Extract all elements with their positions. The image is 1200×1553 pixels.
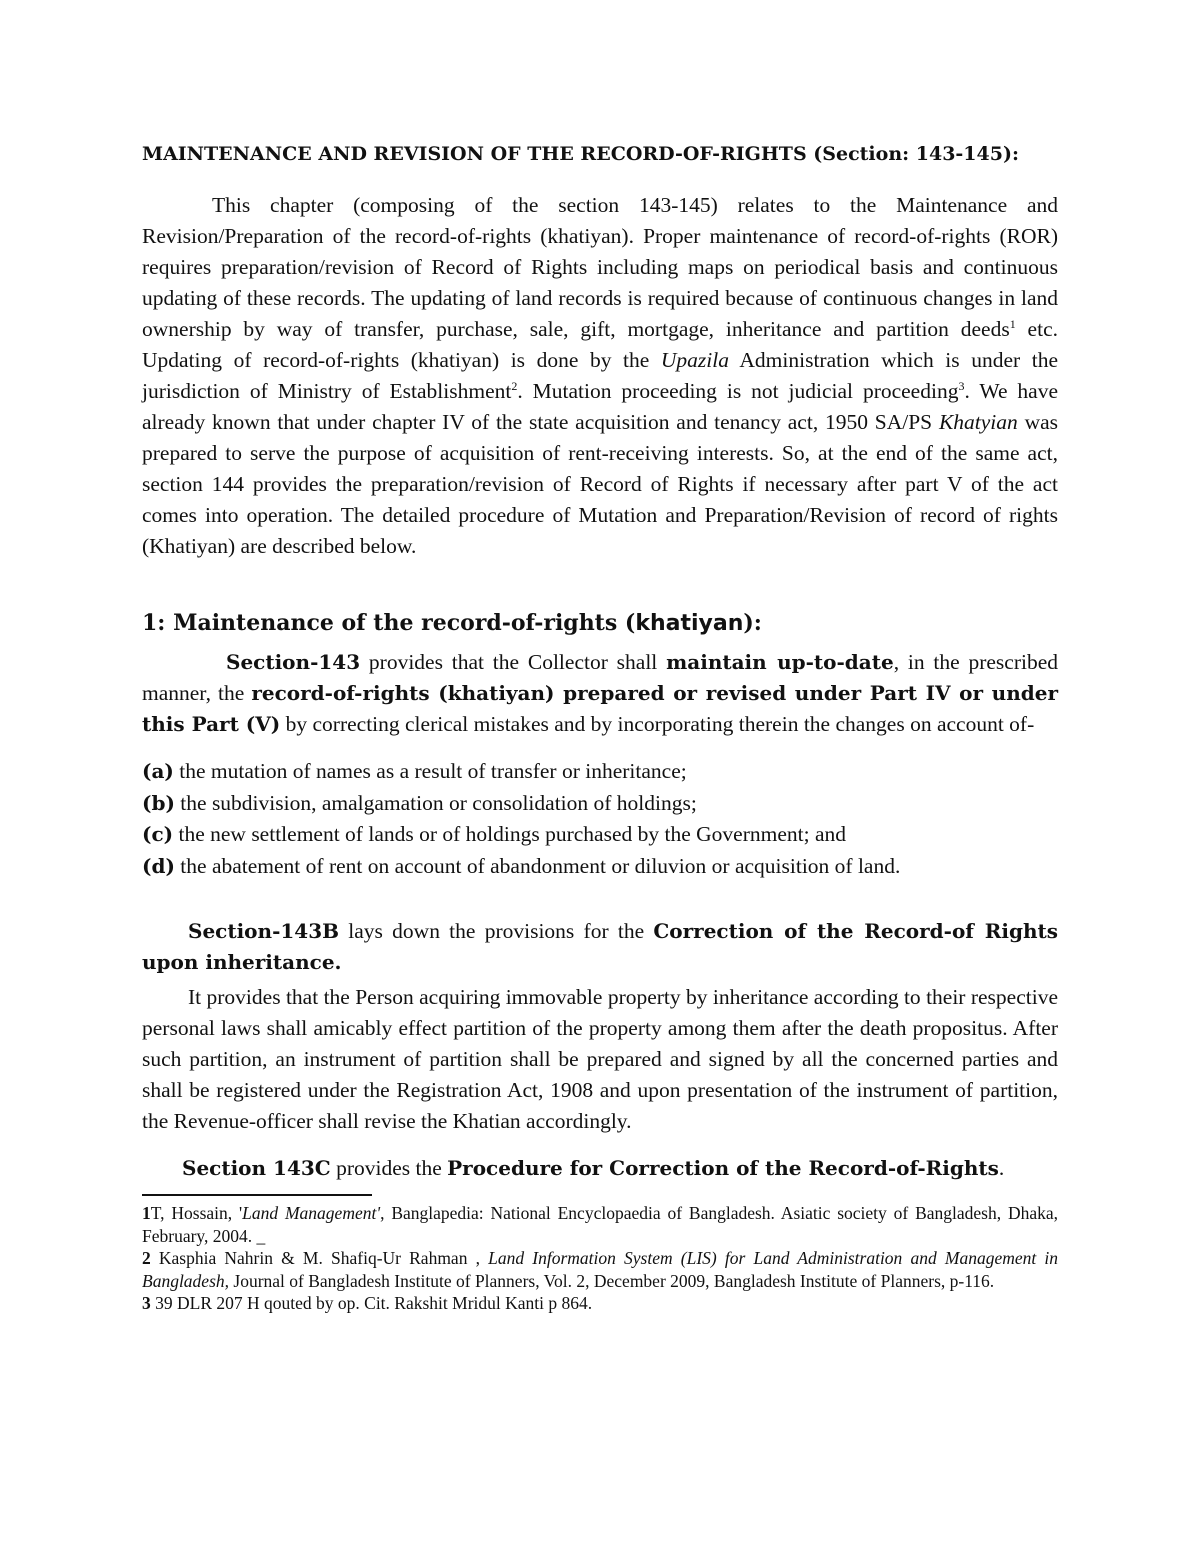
- intro-text-3: Administration which is under the jurisdiction of Ministry of Establishment: [142, 348, 1058, 403]
- list-text: the subdivision, amalgamation or consolidation of holdings;: [174, 790, 697, 815]
- list-item: [142, 756, 1058, 788]
- section-143-text-1: provides that the Collector shall: [360, 650, 667, 674]
- heading-suffix: ):: [743, 610, 762, 636]
- list-item: [142, 819, 1058, 851]
- section-143b-label: Section-143: [188, 919, 323, 943]
- page-content: [142, 140, 1058, 1315]
- section-143b-bold-1: Correction of the Record-of Rights upon inheritance.: [142, 919, 1058, 974]
- footnote-ref-3[interactable]: 3: [958, 378, 965, 393]
- khatyian-term: Khatyian: [938, 410, 1018, 434]
- section-143c-paragraph: [142, 1153, 1058, 1184]
- section-heading-1: [142, 608, 1058, 639]
- footnote-text: Journal of Bangladesh Institute of Planners, Vol. 2, December 2009, Bangladesh Institute of Planners, p-116.: [229, 1270, 995, 1291]
- footnote-title: Land Management': [242, 1203, 381, 1223]
- footnote-3: [142, 1292, 1058, 1315]
- list-marker: (b): [142, 790, 175, 815]
- list-marker: (d): [142, 853, 175, 878]
- footnote-number: 2: [142, 1248, 151, 1268]
- intro-text-4: . Mutation proceeding is not judicial proceeding: [517, 379, 959, 403]
- section-143-paragraph: [142, 647, 1058, 740]
- section-143c-text-1: provides the: [330, 1156, 448, 1180]
- list-item: [142, 851, 1058, 883]
- section-143-bold-1: maintain up-to-date: [666, 650, 894, 674]
- list-text: the abatement of rent on account of abandonment or diluvion or acquisition of land.: [174, 853, 901, 878]
- footnote-divider: [142, 1194, 372, 1196]
- footnote-title: Land Information System (LIS) for Land Administration and Management in Bangladesh,: [142, 1248, 1058, 1291]
- section-143-text-2: , in the prescribed manner, the: [142, 650, 1059, 705]
- intro-text-6: was prepared to serve the purpose of acquisition of rent-receiving interests. So, at the end of the same act, section 144 provides the preparation/revision of Record of Rights if necessary after part V of the act comes into operation. The detailed procedure of Mutation and Preparation/Revision of record of rights (Khatiyan) are described below.: [142, 410, 1059, 558]
- section-143c-bold-1: Procedure for Correction of the Record-of-Rights: [447, 1156, 999, 1180]
- footnote-text: , Banglapedia: National Encyclopaedia of Bangladesh. Asiatic society of Bangladesh, Dhaka, February, 2004. _: [142, 1203, 1058, 1246]
- footnote-text: T, Hossain, ': [150, 1203, 243, 1223]
- section-143-text-3: by correcting clerical mistakes and by incorporating therein the changes on account of-: [280, 712, 1035, 736]
- section-143-bold-2: record-of-rights (khatiyan) prepared or revised under Part IV or under this Part (V): [142, 681, 1058, 736]
- intro-text-5: . We have already known that under chapter IV of the state acquisition and tenancy act, 1950 SA/PS: [142, 379, 1058, 434]
- list-text: the mutation of names as a result of transfer or inheritance;: [173, 759, 687, 783]
- heading-prefix: 1: Maintenance of the record-of-rights (: [142, 610, 636, 636]
- footnote-2: [142, 1247, 1058, 1292]
- footnote-text: Kasphia Nahrin & M. Shafiq-Ur Rahman ,: [150, 1248, 489, 1268]
- list-marker: (a): [142, 759, 174, 783]
- footnote-1: [142, 1202, 1058, 1247]
- section-143-label: Section-143: [226, 650, 361, 674]
- section-143b-text-1: lays down the provisions for the: [339, 919, 654, 943]
- upazila-term: Upazila: [660, 348, 729, 372]
- intro-text-1: This chapter (composing of the section 143-145) relates to the Maintenance and Revision/Preparation of the record-of-rights (khatiyan). Proper maintenance of record-of-rights (ROR) requires preparation/revision of Record of Rights including maps on periodical basis and continuous updating of these records. The updating of land records is required because of continuous changes in land ownership by way of transfer, purchase, sale, gift, mortgage, inheritance and partition deeds: [142, 193, 1058, 341]
- list-text: the new settlement of lands or of holdings purchased by the Government; and: [173, 822, 847, 846]
- intro-paragraph: [142, 190, 1058, 562]
- list-item: [142, 788, 1058, 820]
- section-143c-text-2: .: [998, 1156, 1005, 1180]
- list-marker: (c): [142, 822, 174, 846]
- footnote-ref-1[interactable]: 1: [1009, 316, 1016, 331]
- page-title: MAINTENANCE AND REVISION OF THE RECORD-OF-RIGHTS (Section: 143-145):: [142, 143, 1019, 165]
- footnote-ref-2[interactable]: 2: [511, 378, 518, 393]
- footnote-number: 3: [142, 1293, 151, 1313]
- section-143b-paragraph: [142, 916, 1058, 978]
- heading-word: khatiyan: [635, 611, 744, 636]
- inheritance-paragraph: It provides that the Person acquiring immovable property by inheritance according to their respective personal laws shall amicably effect partition of the property among them after the death propositus. After such partition, an instrument of partition shall be prepared and signed by all the concerned parties and shall be registered under the Registration Act, 1908 and upon presentation of the instrument of partition, the Revenue-officer shall revise the Khatian accordingly.: [142, 985, 1058, 1133]
- section-143b-letter: B: [322, 919, 340, 943]
- footnote-number: 1: [142, 1203, 151, 1223]
- section-143c-label: Section 143C: [182, 1156, 331, 1180]
- footnote-text: 39 DLR 207 H qouted by op. Cit. Rakshit Mridul Kanti p 864.: [150, 1293, 593, 1313]
- changes-list: [142, 756, 1058, 882]
- intro-text-2: etc. Updating of record-of-rights (khatiyan) is done by the: [142, 317, 1058, 372]
